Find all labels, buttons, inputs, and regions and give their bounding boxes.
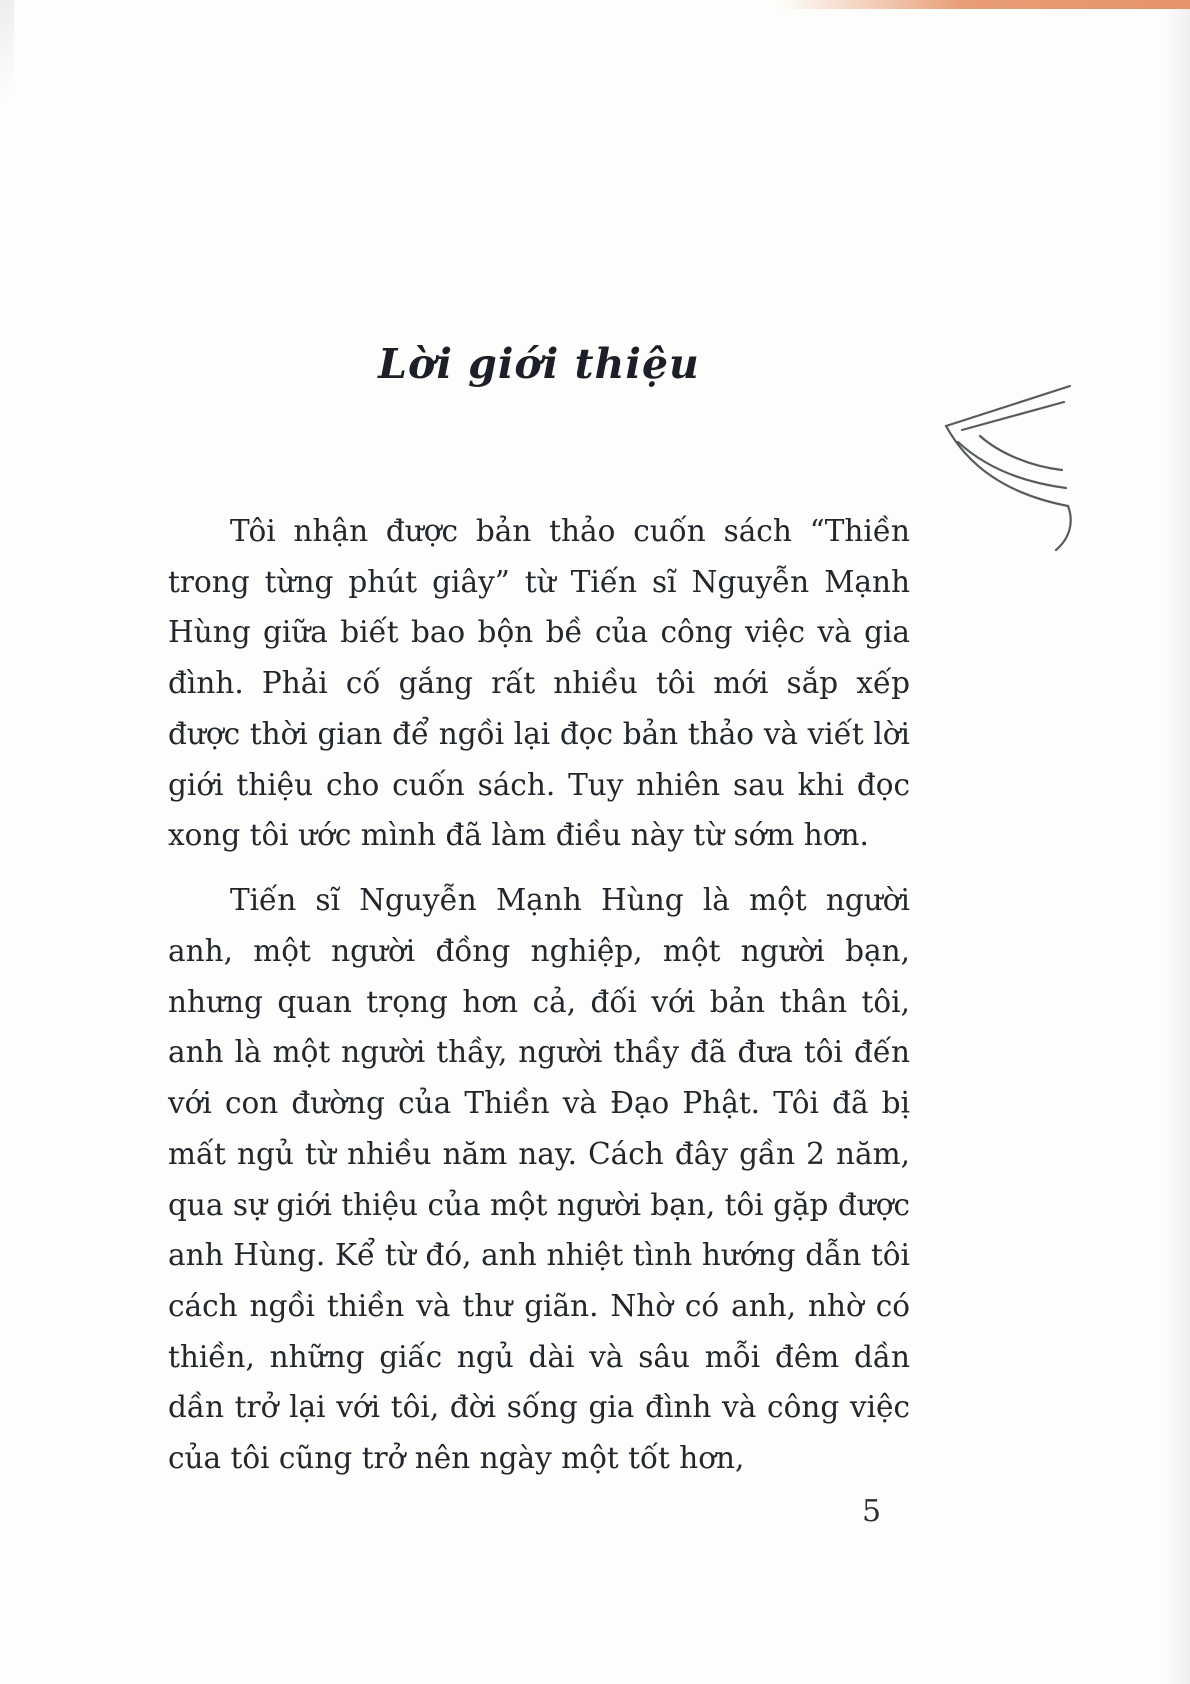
page-edge-shadow-left [0,0,14,130]
leaf-sketch-icon [928,378,1078,563]
paragraph-2: Tiến sĩ Nguyễn Mạnh Hùng là một người anh, một người đồng nghiệp, một người bạn, nhưng quan trọng hơn cả, đối với bản thân tôi, anh là một người thầy, người thầy đã đưa tôi đến với con đường của Thiền và Đạo Phật. Tôi đã bị mất ngủ từ nhiều năm nay. Cách đây gần 2 năm, qua sự giới thiệu của một người bạn, tôi gặp được anh Hùng. Kể từ đó, anh nhiệt tình hướng dẫn tôi cách ngồi thiền và thư giãn. Nhờ có anh, nhờ có thiền, những giấc ngủ dài và sâu mỗi đêm dần dần trở lại với tôi, đời sống gia đình và công việc của tôi cũng trở nên ngày một tốt hơn, [168,883,910,1476]
page-title: Lời giới thiệu [378,340,700,388]
page-edge-shadow-right [1164,0,1190,1684]
paragraph-1: Tôi nhận được bản thảo cuốn sách “Thiền trong từng phút giây” từ Tiến sĩ Nguyễn Mạnh Hùng giữa biết bao bộn bề của công việc và gia đình. Phải cố gắng rất nhiều tôi mới sắp xếp được thời gian để ngồi lại đọc bản thảo và viết lời giới thiệu cho cuốn sách. Tuy nhiên sau khi đọc xong tôi ước mình đã làm điều này từ sớm hơn. [168,514,910,853]
text-block [168,340,910,1498]
top-accent-bar [780,0,1190,9]
page-number: 5 [862,1494,882,1529]
